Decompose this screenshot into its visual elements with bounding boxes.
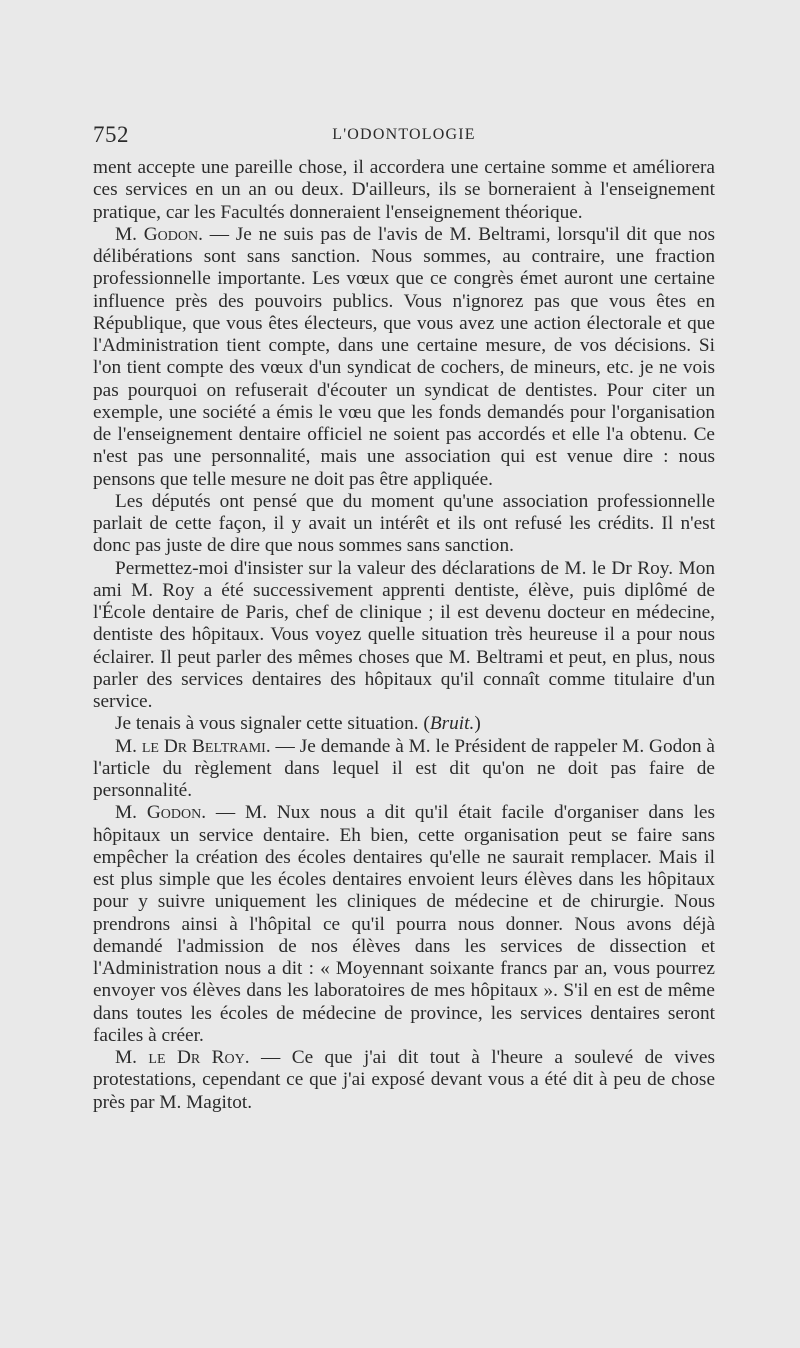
paragraph: M. Godon. — Je ne suis pas de l'avis de M. Beltrami, lorsqu'il dit que nos délibérations sont sans sanction. Nous sommes, au contraire, une fraction professionnelle importante. Les vœux que ce congrès émet auront une certaine influence près des pouvoirs publics. Vous n'ignorez pas que vous êtes en République, que vous êtes électeurs, que vous avez une action électorale et que l'Administration tient compte, dans une certaine mesure, de vos décisions. Si l'on tient compte des vœux d'un syndicat de cochers, de mineurs, etc. je ne vois pas pourquoi on refuserait d'écouter un syndicat de dentistes. Pour citer un exemple, une société a émis le vœu que les fonds demandés pour l'organisation de l'enseignement dentaire officiel ne soient pas accordés et elle l'a obtenu. Ce n'est pas une personnalité, mais une association qui est venue dire : nous pensons que telle mesure ne doit pas être appliquée. xyxy=(93,223,715,490)
paragraph: Je tenais à vous signaler cette situation. (Bruit.) xyxy=(115,713,481,735)
speaker-name: M. Godon. xyxy=(115,802,207,824)
paragraph: M. Godon. — M. Nux nous a dit qu'il était facile d'organiser dans les hôpitaux un service dentaire. Eh bien, cette organisation peut se faire sans empêcher la création des écoles dentaires qu'elle ne saurait remplacer. Mais il est plus simple que les écoles dentaires envoient leurs élèves dans les hôpitaux pour y suivre uniquement les cliniques de médecine et de chirurgie. Nous prendrons ainsi à l'hôpital ce qu'il pourra nous donner. Nous avons déjà demandé l'admission de nos élèves dans les services de dissection et l'Administration nous a dit : « Moyennant soixante francs par an, vous pourrez envoyer vos élèves dans les laboratoires de mes hôpitaux ». S'il en est de même dans toutes les écoles de médecine de province, les services dentaires seront faciles à créer. xyxy=(93,802,715,1046)
speaker-name: M. le Dr Roy. xyxy=(115,1047,250,1068)
speaker-name: M. Godon. xyxy=(115,223,203,245)
stage-direction: Bruit. xyxy=(429,713,475,735)
paragraph: ment accepte une pareille chose, il accordera une certaine somme et améliorera ces services en un an ou deux. D'ailleurs, ils se borneraient à l'enseignement pratique, car les Facultés donneraient l'enseignement théorique. xyxy=(93,157,715,223)
page-header xyxy=(93,122,715,146)
page-number: 752 xyxy=(93,122,129,147)
speaker-name: M. le Dr Beltrami. xyxy=(115,735,271,757)
body-text xyxy=(93,157,715,1114)
paragraph: Permettez-moi d'insister sur la valeur des déclarations de M. le Dr Roy. Mon ami M. Roy a été successivement apprenti dentiste, élève, puis diplômé de l'École dentaire de Paris, chef de clinique ; il est devenu docteur en médecine, dentiste des hôpitaux. Vous voyez quelle situation très heureuse il a pour nous éclairer. Il peut parler des mêmes choses que M. Beltrami et peut, en plus, nous parler des services dentaires des hôpitaux qu'il connaît comme titulaire d'un service. xyxy=(93,557,715,712)
paragraph: M. le Dr Beltrami. — Je demande à M. le Président de rappeler M. Godon à l'article du règlement dans lequel il est dit qu'on ne doit pas faire de personnalité. xyxy=(93,735,715,801)
paragraph: M. le Dr Roy. — Ce que j'ai dit tout à l'heure a soulevé de vives protestations, cependant ce que j'ai exposé devant vous a été dit à peu de chose près par M. Magitot. xyxy=(93,1047,715,1113)
running-title: L'ODONTOLOGIE xyxy=(332,126,476,143)
paragraph: Les députés ont pensé que du moment qu'une association professionnelle parlait de cette façon, il y avait un intérêt et ils ont refusé les crédits. Il n'est donc pas juste de dire que nous sommes sans sanction. xyxy=(93,490,715,557)
